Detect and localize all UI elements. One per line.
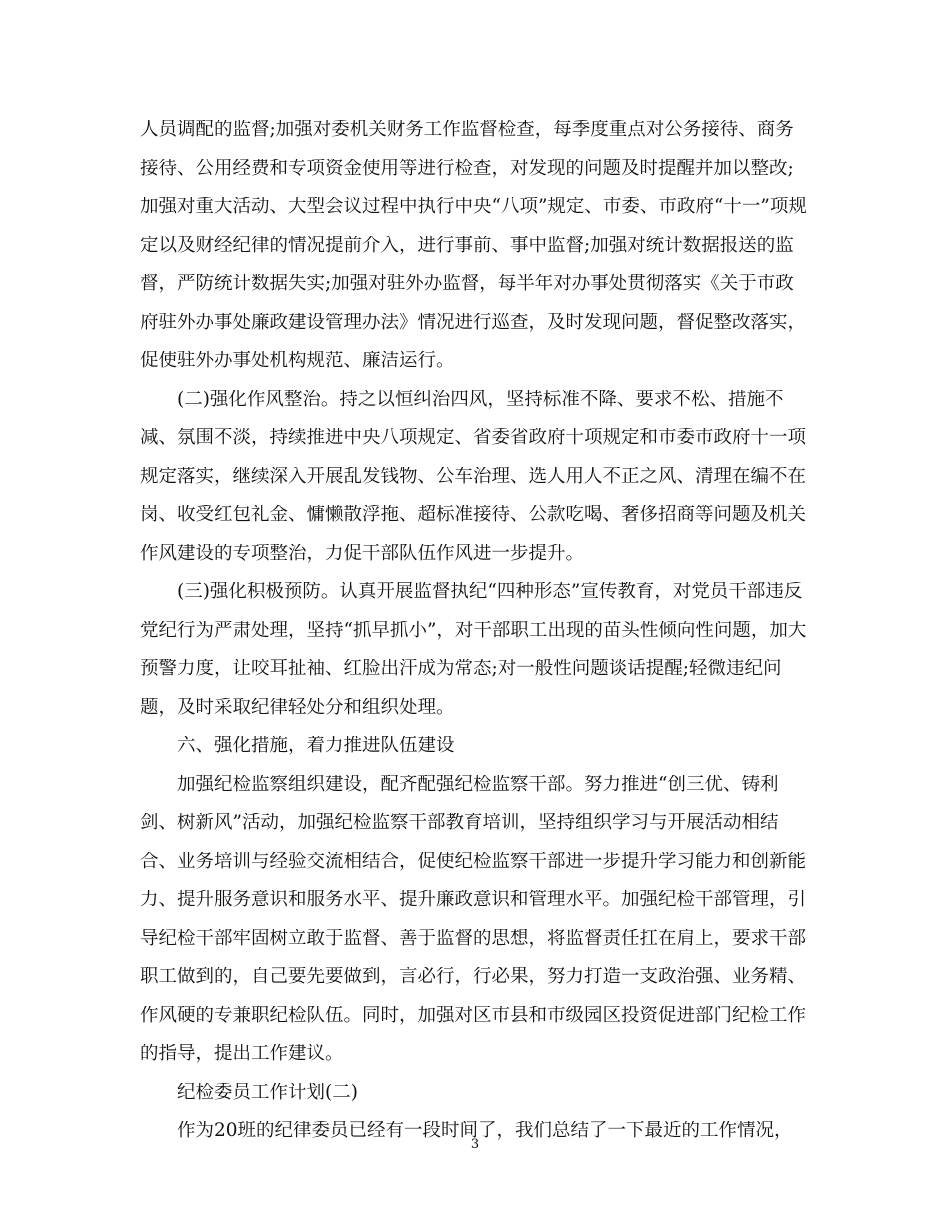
text-line: 预警力度，让咬耳扯袖、红脸出汗成为常态;对一般性问题谈话提醒;轻微违纪问	[140, 659, 782, 679]
text-line: (三)强化积极预防。认真开展监督执纪“四种形态”宣传教育，对党员干部违反	[177, 582, 803, 602]
page-number: 3	[470, 1137, 480, 1152]
text-line: 督，严防统计数据失实;加强对驻外办监督，每半年对办事处贯彻落实《关于市政	[140, 274, 794, 294]
paragraph	[140, 736, 812, 756]
paragraph	[140, 775, 812, 1065]
text-line: 纪检委员工作计划(二)	[177, 1082, 358, 1103]
text-line: 党纪行为严肃处理，坚持“抓早抓小”，对干部职工出现的苗头性倾向性问题，加大	[140, 620, 807, 641]
text-line: 促使驻外办事处机构规范、廉洁运行。	[140, 351, 455, 371]
text-line: 岗、收受红包礼金、慵懒散浮拖、超标准接待、公款吃喝、奢侈招商等问题及机关	[140, 505, 807, 525]
paragraph	[140, 582, 812, 718]
text-line: 府驻外办事处廉政建设管理办法》情况进行巡查，及时发现问题，督促整改落实，	[140, 312, 807, 333]
paragraph	[140, 1083, 812, 1103]
text-line: 职工做到的，自己要先要做到，言必行，行必果，努力打造一支政治强、业务精、	[140, 967, 807, 987]
text-line: 减、氛围不淡，持续推进中央八项规定、省委省政府十项规定和市委市政府十一项	[140, 428, 807, 448]
text-line: 题，及时采取纪律轻处分和组织处理。	[140, 697, 455, 718]
paragraph	[140, 120, 812, 371]
text-line: 力、提升服务意识和服务水平、提升廉政意识和管理水平。加强纪检干部管理，引	[140, 890, 807, 910]
text-line: 作为20班的纪律委员已经有一段时间了，我们总结了一下最近的工作情况，	[177, 1121, 793, 1141]
text-line: 规定落实，继续深入开展乱发钱物、公车治理、选人用人不正之风、清理在编不在	[140, 466, 807, 487]
text-line: 六、强化措施，着力推进队伍建设	[177, 736, 455, 756]
text-line: 的指导，提出工作建议。	[140, 1044, 344, 1064]
text-line: 合、业务培训与经验交流相结合，促使纪检监察干部进一步提升学习能力和创新能	[140, 851, 807, 872]
text-line: 加强对重大活动、大型会议过程中执行中央“八项”规定、市委、市政府“十一”项规	[140, 197, 807, 217]
text-line: 剑、树新风”活动，加强纪检监察干部教育培训，坚持组织学习与开展活动相结	[140, 813, 779, 833]
text-line: 导纪检干部牢固树立敢于监督、善于监督的思想，将监督责任扛在肩上，要求干部	[140, 928, 807, 949]
text-line: 定以及财经纪律的情况提前介入，进行事前、事中监督;加强对统计数据报送的监	[140, 235, 794, 256]
text-line: 作风硬的专兼职纪检队伍。同时，加强对区市县和市级园区投资促进部门纪检工作	[140, 1005, 807, 1026]
text-line: (二)强化作风整治。持之以恒纠治四风，坚持标准不降、要求不松、措施不	[177, 389, 784, 410]
document-body	[140, 120, 812, 1160]
text-line: 加强纪检监察组织建设，配齐配强纪检监察干部。努力推进“创三优、铸利	[177, 774, 779, 795]
text-line: 接待、公用经费和专项资金使用等进行检查，对发现的问题及时提醒并加以整改;	[140, 158, 794, 179]
paragraph	[140, 390, 812, 564]
text-line: 作风建设的专项整治，力促干部队伍作风进一步提升。	[140, 543, 585, 564]
text-line: 人员调配的监督;加强对委机关财务工作监督检查，每季度重点对公务接待、商务	[140, 120, 794, 140]
